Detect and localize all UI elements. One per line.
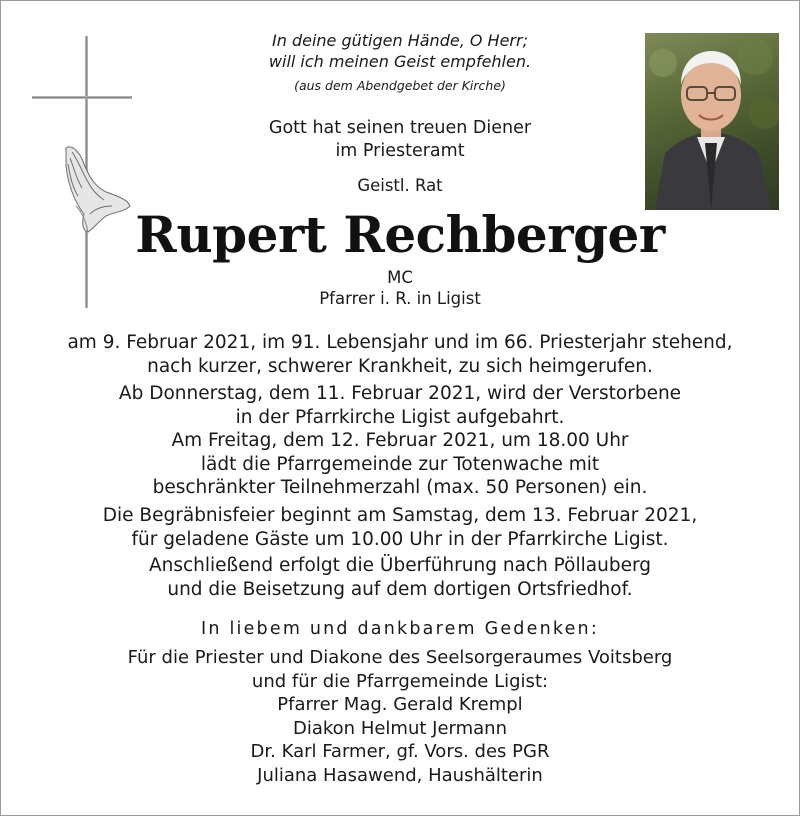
paragraph-line: Ab Donnerstag, dem 11. Februar 2021, wird der Verstorbene (118, 383, 682, 404)
paragraph-line: in der Pfarrkirche Ligist aufgebahrt. (235, 406, 565, 428)
honorary-title: Geistl. Rat (357, 176, 443, 195)
prayer-line: In deine gütigen Hände, O Herr; (272, 31, 528, 50)
paragraph-line: Am Freitag, dem 12. Februar 2021, um 18.00 Uhr (171, 430, 629, 451)
position: Pfarrer i. R. in Ligist (319, 289, 481, 308)
prayer-line: will ich meinen Geist empfehlen. (268, 52, 532, 71)
paragraph-line: beschränkter Teilnehmerzahl (max. 50 Personen) ein. (152, 477, 648, 498)
intro-line: im Priesteramt (335, 141, 465, 161)
paragraph-viewing (0, 382, 800, 500)
signatory-line: und für die Pfarrgemeinde Ligist: (251, 670, 549, 692)
paragraph-line: für geladene Gäste um 10.00 Uhr in der Pfarrkirche Ligist. (131, 528, 669, 550)
paragraph-line: am 9. Februar 2021, im 91. Lebensjahr und im 66. Priesterjahr stehend, (67, 332, 733, 353)
intro-text (0, 117, 800, 163)
paragraph-line: lädt die Pfarrgemeinde zur Totenwache mit (200, 453, 600, 475)
name-details (0, 267, 800, 309)
paragraph-line: und die Beisetzung auf dem dortigen Ortsfriedhof. (167, 578, 633, 600)
signatory-line: Diakon Helmut Jermann (293, 717, 507, 739)
intro-line: Gott hat seinen treuen Diener (268, 118, 532, 138)
prayer-source: (aus dem Abendgebet der Kirche) (294, 78, 506, 93)
signatory-line: Für die Priester und Diakone des Seelsorgeraumes Voitsberg (127, 647, 673, 668)
prayer-quote (0, 30, 800, 72)
signatory-line: Pfarrer Mag. Gerald Krempl (277, 694, 523, 716)
memory-heading: In liebem und dankbarem Gedenken: (201, 619, 599, 639)
paragraph-line: Die Begräbnisfeier beginnt am Samstag, dem 13. Februar 2021, (102, 505, 698, 526)
signatory-line: Juliana Hasawend, Haushälterin (257, 764, 543, 786)
paragraph-funeral (0, 504, 800, 551)
paragraph-line: nach kurzer, schwerer Krankheit, zu sich heimgerufen. (147, 355, 653, 377)
paragraph-line: Anschließend erfolgt die Überführung nach Pöllauberg (148, 555, 651, 576)
signatory-line: Dr. Karl Farmer, gf. Vors. des PGR (250, 741, 550, 763)
signatories (0, 646, 800, 788)
name-suffix: MC (387, 268, 413, 287)
paragraph-burial (0, 554, 800, 601)
deceased-name: Rupert Rechberger (135, 205, 665, 264)
paragraph-death (0, 331, 800, 378)
